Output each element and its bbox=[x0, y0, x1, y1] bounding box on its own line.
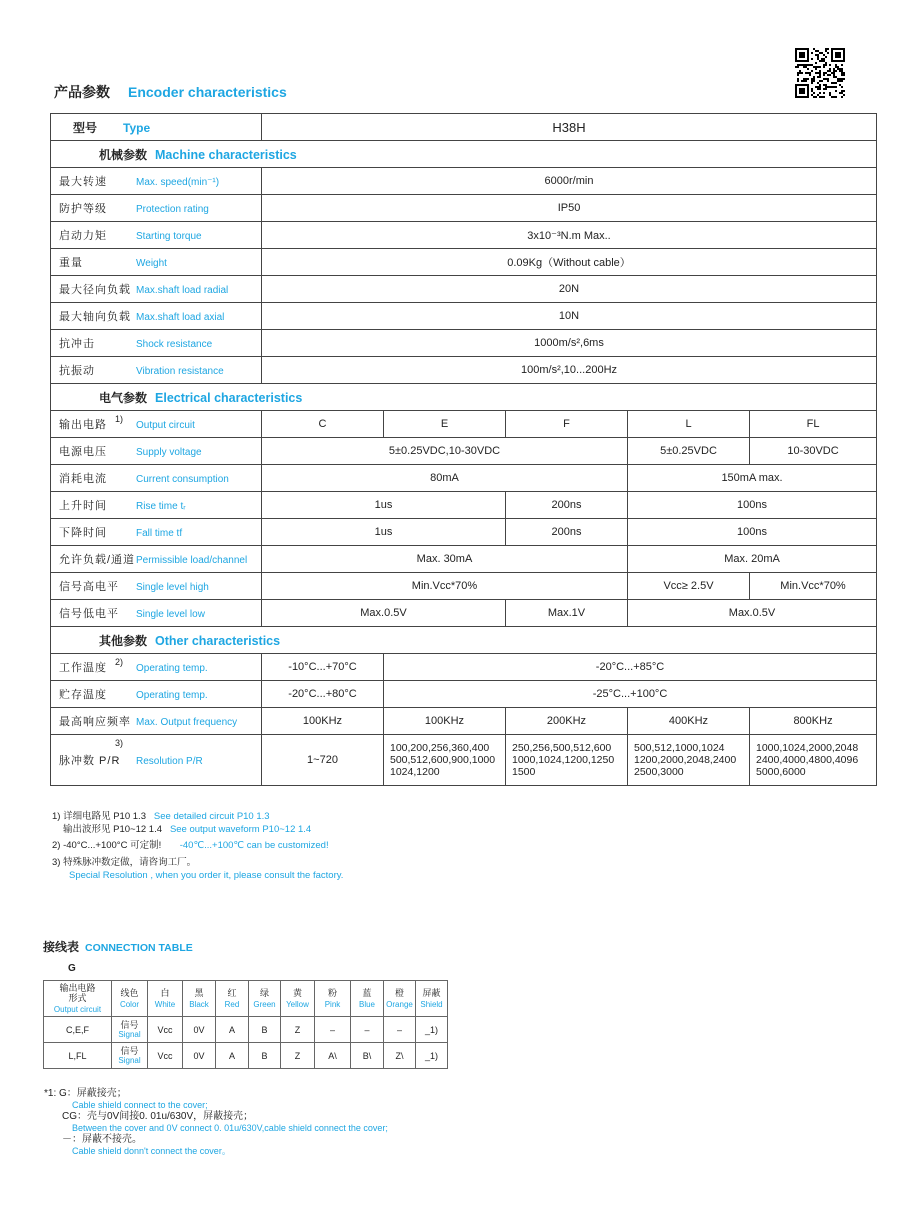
spec-row bbox=[51, 438, 877, 465]
spec-value: 1000,1024,2000,2048 2400,4000,4800,4096 5000,6000 bbox=[750, 735, 877, 786]
spec-label-zh: 脉冲数 P/R bbox=[59, 755, 121, 767]
connection-title-en: CONNECTION TABLE bbox=[85, 942, 193, 954]
spec-value: 6000r/min bbox=[262, 168, 877, 195]
header-zh: 线色 bbox=[120, 987, 139, 998]
signal-en: Signal bbox=[118, 1055, 141, 1065]
spec-value: 1000m/s²,6ms bbox=[262, 330, 877, 357]
spec-label-zh: 消耗电流 bbox=[59, 473, 107, 485]
spec-value: 0.09Kg（Without cable） bbox=[262, 249, 877, 276]
wire-signal: – bbox=[384, 1017, 416, 1043]
header-en: Green bbox=[253, 999, 276, 1009]
spec-label-en: Vibration resistance bbox=[136, 366, 224, 377]
spec-label-en: Operating temp. bbox=[136, 663, 208, 674]
spec-row bbox=[51, 276, 877, 303]
wire-signal: Z bbox=[281, 1017, 315, 1043]
spec-value: 800KHz bbox=[750, 708, 877, 735]
header-en: Red bbox=[224, 999, 240, 1009]
spec-label-zh: 启动力矩 bbox=[59, 230, 107, 242]
spec-label-en: Max. speed(min⁻¹) bbox=[136, 177, 220, 188]
footnote-line: －：屏蔽不接壳。 bbox=[62, 1134, 142, 1145]
spec-value: E bbox=[384, 411, 506, 438]
model-value: H38H bbox=[262, 114, 877, 141]
header-en: Shield bbox=[420, 999, 443, 1009]
spec-row bbox=[51, 465, 877, 492]
spec-row bbox=[51, 519, 877, 546]
spec-row bbox=[51, 330, 877, 357]
section-title-en: Machine characteristics bbox=[155, 147, 297, 162]
footnote-line: Cable shield donn't connect the cover。 bbox=[72, 1145, 231, 1156]
connection-header bbox=[249, 981, 281, 1017]
wire-signal: A bbox=[216, 1043, 249, 1069]
connection-label: G bbox=[68, 963, 76, 974]
spec-label bbox=[51, 276, 262, 303]
spec-value: Min.Vcc*70% bbox=[262, 573, 628, 600]
spec-row bbox=[51, 168, 877, 195]
signal-cell bbox=[112, 1017, 148, 1043]
type-label-en: Type bbox=[123, 120, 151, 135]
spec-value: 3x10⁻³N.m Max.. bbox=[262, 222, 877, 249]
wire-signal: B bbox=[249, 1043, 281, 1069]
note-1b-zh: 输出波形见 P10~12 1.4 bbox=[63, 824, 163, 835]
spec-row bbox=[51, 573, 877, 600]
spec-value: Max.0.5V bbox=[628, 600, 877, 627]
footnote-line: Cable shield connect to the cover; bbox=[72, 1099, 208, 1110]
spec-row bbox=[51, 411, 877, 438]
note-3-zh: 3) 特殊脉冲数定做，请咨询工厂。 bbox=[52, 857, 197, 868]
spec-value: -25°C...+100°C bbox=[384, 681, 877, 708]
spec-label-en: Max.shaft load radial bbox=[136, 285, 229, 296]
spec-label bbox=[51, 465, 262, 492]
spec-label bbox=[51, 708, 262, 735]
spec-label-en: Output circuit bbox=[136, 420, 195, 431]
spec-label-zh: 信号低电平 bbox=[59, 608, 119, 620]
qr-code-icon bbox=[795, 48, 845, 98]
spec-label-zh: 抗冲击 bbox=[59, 338, 95, 350]
spec-label bbox=[51, 411, 262, 438]
section-title bbox=[51, 141, 877, 168]
footnote-line: CG：壳与0V间接0. 01u/630V，屏蔽接壳； bbox=[62, 1111, 254, 1122]
header-en: Output circuit bbox=[53, 1004, 102, 1014]
section-title-zh: 机械参数 bbox=[99, 147, 148, 162]
spec-label bbox=[51, 357, 262, 384]
header-zh: 黄 bbox=[292, 987, 302, 998]
spec-label bbox=[51, 681, 262, 708]
header-en: Color bbox=[119, 999, 140, 1009]
spec-label bbox=[51, 519, 262, 546]
page-title bbox=[54, 82, 287, 102]
spec-label-en: Rise time tᵣ bbox=[136, 501, 186, 512]
spec-value: C bbox=[262, 411, 384, 438]
section-title-en: Other characteristics bbox=[155, 633, 281, 648]
header-zh: 白 bbox=[160, 987, 170, 998]
spec-value: Max. 30mA bbox=[262, 546, 628, 573]
note-1a-zh: 1) 详细电路见 P10 1.3 bbox=[52, 811, 146, 822]
title-en: Encoder characteristics bbox=[128, 84, 287, 100]
type-label bbox=[51, 114, 262, 141]
spec-row bbox=[51, 546, 877, 573]
spec-value: 20N bbox=[262, 276, 877, 303]
spec-value: Max. 20mA bbox=[628, 546, 877, 573]
spec-row bbox=[51, 357, 877, 384]
spec-label-zh: 允许负载/通道 bbox=[59, 554, 136, 566]
connection-header bbox=[315, 981, 351, 1017]
spec-label-zh: 下降时间 bbox=[59, 527, 107, 539]
header-zh: 粉 bbox=[327, 987, 337, 998]
spec-value: 100m/s²,10...200Hz bbox=[262, 357, 877, 384]
spec-label-en: Weight bbox=[136, 258, 167, 269]
spec-value: 100ns bbox=[628, 519, 877, 546]
wire-signal: 0V bbox=[183, 1017, 216, 1043]
header-en: Yellow bbox=[286, 999, 309, 1009]
spec-row bbox=[51, 600, 877, 627]
spec-value: F bbox=[506, 411, 628, 438]
header-en: White bbox=[154, 999, 176, 1009]
note-1b-en: See output waveform P10~12 1.4 bbox=[169, 824, 312, 835]
header-zh: 黑 bbox=[194, 987, 204, 998]
type-row bbox=[51, 114, 877, 141]
spec-label bbox=[51, 438, 262, 465]
spec-row bbox=[51, 735, 877, 786]
circuit-type: L,FL bbox=[44, 1043, 112, 1069]
spec-value: 100KHz bbox=[262, 708, 384, 735]
footnote-line: Between the cover and 0V connect 0. 01u/630V,cable shield connect the cover; bbox=[72, 1122, 388, 1133]
wire-signal: Vcc bbox=[148, 1017, 183, 1043]
connection-header bbox=[216, 981, 249, 1017]
wire-signal: B bbox=[249, 1017, 281, 1043]
spec-label-zh: 工作温度 bbox=[59, 662, 107, 674]
spec-value: FL bbox=[750, 411, 877, 438]
spec-label-en: Fall time tf bbox=[136, 528, 183, 539]
spec-value: L bbox=[628, 411, 750, 438]
footnote bbox=[44, 1088, 388, 1157]
spec-value: 400KHz bbox=[628, 708, 750, 735]
spec-value: -20°C...+85°C bbox=[384, 654, 877, 681]
spec-value: 1us bbox=[262, 492, 506, 519]
connection-header bbox=[384, 981, 416, 1017]
spec-label-en: Single level low bbox=[136, 609, 205, 620]
section-header bbox=[51, 141, 877, 168]
spec-label-en: Permissible load/channel bbox=[136, 555, 248, 566]
spec-value: 150mA max. bbox=[628, 465, 877, 492]
spec-value: 5±0.25VDC,10-30VDC bbox=[262, 438, 628, 465]
header-zh: 蓝 bbox=[362, 987, 372, 998]
wire-signal: – bbox=[315, 1017, 351, 1043]
wire-signal: A\ bbox=[315, 1043, 351, 1069]
spec-row bbox=[51, 303, 877, 330]
spec-value: 100KHz bbox=[384, 708, 506, 735]
spec-value: 100ns bbox=[628, 492, 877, 519]
spec-label bbox=[51, 303, 262, 330]
footnote-ref: 1) bbox=[115, 414, 124, 424]
spec-label-zh: 最大轴向负载 bbox=[59, 311, 131, 323]
connection-table-title bbox=[43, 938, 193, 955]
spec-value: 1~720 bbox=[262, 735, 384, 786]
wire-signal: – bbox=[351, 1017, 384, 1043]
header-zh: 输出电路 形式 bbox=[59, 982, 96, 1003]
spec-label-zh: 抗振动 bbox=[59, 365, 95, 377]
spec-label-en: Max.shaft load axial bbox=[136, 312, 225, 323]
footnote-line: *1: G：屏蔽接壳； bbox=[44, 1088, 127, 1099]
connection-header-row bbox=[44, 981, 448, 1017]
header-zh: 屏蔽 bbox=[422, 987, 441, 998]
signal-zh: 信号 bbox=[120, 1019, 139, 1030]
section-title-zh: 电气参数 bbox=[99, 390, 148, 405]
spec-value: IP50 bbox=[262, 195, 877, 222]
circuit-type: C,E,F bbox=[44, 1017, 112, 1043]
spec-value: -10°C...+70°C bbox=[262, 654, 384, 681]
spec-value: Min.Vcc*70% bbox=[750, 573, 877, 600]
spec-label-en: Operating temp. bbox=[136, 690, 208, 701]
spec-label-zh: 防护等级 bbox=[59, 203, 107, 215]
section-header bbox=[51, 627, 877, 654]
spec-label bbox=[51, 330, 262, 357]
wire-signal: A bbox=[216, 1017, 249, 1043]
wire-signal: _1) bbox=[416, 1043, 448, 1069]
spec-row bbox=[51, 654, 877, 681]
spec-label-zh: 最大径向负载 bbox=[59, 284, 131, 296]
spec-label bbox=[51, 735, 262, 786]
wire-signal: B\ bbox=[351, 1043, 384, 1069]
spec-row bbox=[51, 222, 877, 249]
connection-header bbox=[148, 981, 183, 1017]
spec-value: 100,200,256,360,400 500,512,600,900,1000 1024,1200 bbox=[384, 735, 506, 786]
spec-value: 10-30VDC bbox=[750, 438, 877, 465]
spec-row bbox=[51, 708, 877, 735]
spec-value: -20°C...+80°C bbox=[262, 681, 384, 708]
spec-label bbox=[51, 492, 262, 519]
spec-value: 80mA bbox=[262, 465, 628, 492]
spec-label-en: Protection rating bbox=[136, 204, 209, 215]
spec-label bbox=[51, 195, 262, 222]
wire-signal: Z\ bbox=[384, 1043, 416, 1069]
spec-value: 500,512,1000,1024 1200,2000,2048,2400 2500,3000 bbox=[628, 735, 750, 786]
connection-header bbox=[351, 981, 384, 1017]
spec-label-en: Resolution P/R bbox=[136, 756, 203, 767]
section-title bbox=[51, 627, 877, 654]
spec-label-zh: 贮存温度 bbox=[59, 689, 107, 701]
spec-label-en: Starting torque bbox=[136, 231, 202, 242]
footnote-ref: 3) bbox=[115, 738, 124, 748]
connection-row bbox=[44, 1043, 448, 1069]
wire-signal: Vcc bbox=[148, 1043, 183, 1069]
footnote-ref: 2) bbox=[115, 657, 124, 667]
spec-label-zh: 电源电压 bbox=[59, 446, 107, 458]
spec-value: 200ns bbox=[506, 519, 628, 546]
signal-en: Signal bbox=[118, 1029, 141, 1039]
wire-signal: Z bbox=[281, 1043, 315, 1069]
header-zh: 绿 bbox=[259, 987, 269, 998]
signal-cell bbox=[112, 1043, 148, 1069]
header-zh: 红 bbox=[227, 987, 237, 998]
spec-row bbox=[51, 492, 877, 519]
connection-header bbox=[44, 981, 112, 1017]
title-zh: 产品参数 bbox=[54, 84, 110, 100]
spec-label-en: Current consumption bbox=[136, 474, 229, 485]
header-zh: 橙 bbox=[394, 987, 404, 998]
type-label-zh: 型号 bbox=[73, 120, 98, 135]
wire-signal: 0V bbox=[183, 1043, 216, 1069]
header-en: Pink bbox=[324, 999, 341, 1009]
signal-zh: 信号 bbox=[120, 1045, 139, 1056]
spec-label bbox=[51, 546, 262, 573]
spec-label bbox=[51, 600, 262, 627]
spec-label-zh: 信号高电平 bbox=[59, 581, 119, 593]
spec-label-en: Supply voltage bbox=[136, 447, 202, 458]
spec-label bbox=[51, 249, 262, 276]
connection-title-zh: 接线表 bbox=[43, 940, 80, 954]
spec-value: Max.1V bbox=[506, 600, 628, 627]
connection-table bbox=[43, 980, 448, 1069]
header-en: Blue bbox=[358, 999, 375, 1009]
spec-value: 200ns bbox=[506, 492, 628, 519]
spec-label bbox=[51, 573, 262, 600]
spec-label-zh: 上升时间 bbox=[59, 500, 107, 512]
spec-value: 250,256,500,512,600 1000,1024,1200,1250 1500 bbox=[506, 735, 628, 786]
connection-header bbox=[416, 981, 448, 1017]
notes bbox=[52, 810, 343, 882]
spec-value: 1us bbox=[262, 519, 506, 546]
spec-value: Vcc≥ 2.5V bbox=[628, 573, 750, 600]
note-3-en: Special Resolution , when you order it, please consult the factory. bbox=[69, 870, 344, 881]
note-2-zh: 2) -40°C...+100°C 可定制! bbox=[52, 840, 162, 851]
encoder-spec-table bbox=[50, 113, 877, 786]
spec-label-en: Max. Output frequency bbox=[136, 717, 238, 728]
spec-label-zh: 最高响应频率 bbox=[59, 716, 131, 728]
spec-label-en: Single level high bbox=[136, 582, 209, 593]
header-en: Black bbox=[189, 999, 209, 1009]
wire-signal: _1) bbox=[416, 1017, 448, 1043]
section-title-zh: 其他参数 bbox=[99, 633, 148, 648]
section-title-en: Electrical characteristics bbox=[155, 390, 303, 405]
spec-value: 5±0.25VDC bbox=[628, 438, 750, 465]
spec-label-zh: 重量 bbox=[59, 257, 83, 269]
section-title bbox=[51, 384, 877, 411]
spec-row bbox=[51, 681, 877, 708]
spec-label-en: Shock resistance bbox=[136, 339, 213, 350]
spec-label-zh: 最大转速 bbox=[59, 176, 107, 188]
header-en: Orange bbox=[386, 999, 413, 1009]
spec-label bbox=[51, 654, 262, 681]
connection-header bbox=[281, 981, 315, 1017]
connection-header bbox=[183, 981, 216, 1017]
section-header bbox=[51, 384, 877, 411]
note-2-en: -40℃...+100℃ can be customized! bbox=[179, 840, 329, 851]
connection-row bbox=[44, 1017, 448, 1043]
spec-value: 200KHz bbox=[506, 708, 628, 735]
connection-header bbox=[112, 981, 148, 1017]
spec-row bbox=[51, 195, 877, 222]
spec-label bbox=[51, 222, 262, 249]
spec-label bbox=[51, 168, 262, 195]
spec-value: Max.0.5V bbox=[262, 600, 506, 627]
spec-row bbox=[51, 249, 877, 276]
spec-label-zh: 输出电路 bbox=[59, 419, 107, 431]
note-1a-en: See detailed circuit P10 1.3 bbox=[153, 811, 270, 822]
spec-value: 10N bbox=[262, 303, 877, 330]
